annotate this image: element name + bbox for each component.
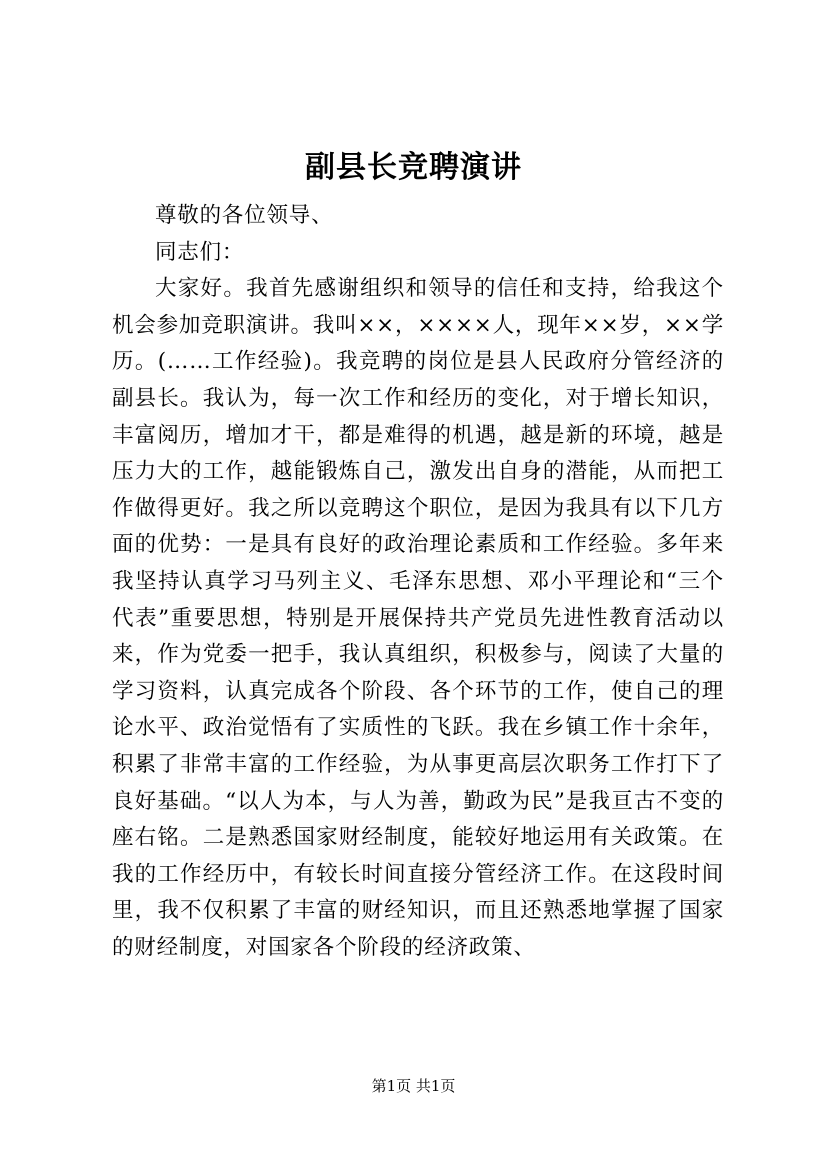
document-body [112, 198, 724, 966]
salutation-line-1: 尊敬的各位领导、 [155, 203, 334, 228]
document-title: 副县长竞聘演讲 [305, 150, 522, 185]
speech-paragraph: 大家好。我首先感谢组织和领导的信任和支持，给我这个机会参加竞职演讲。我叫××，××××人，现年××岁，××学历。(……工作经验)。我竞聘的岗位是县人民政府分管经济的副县长。我认为，每一次工作和经历的变化，对于增长知识，丰富阅历，增加才干，都是难得的机遇，越是新的环境，越是压力大的工作，越能锻炼自己，激发出自身的潜能，从而把工作做得更好。我之所以竞聘这个职位，是因为我具有以下几方面的优势：一是具有良好的政治理论素质和工作经验。多年来我坚持认真学习马列主义、毛泽东思想、邓小平理论和“三个代表”重要思想，特别是开展保持共产党员先进性教育活动以来，作为党委一把手，我认真组织，积极参与，阅读了大量的学习资料，认真完成各个阶段、各个环节的工作，使自己的理论水平、政治觉悟有了实质性的飞跃。我在乡镇工作十余年，积累了非常丰富的工作经验，为从事更高层次职务工作打下了良好基础。“以人为本，与人为善，勤政为民”是我亘古不变的座右铭。二是熟悉国家财经制度，能较好地运用有关政策。在我的工作经历中，有较长时间直接分管经济工作。在这段时间里，我不仅积累了丰富的财经知识，而且还熟悉地掌握了国家的财经制度，对国家各个阶段的经济政策、 [112, 276, 724, 960]
salutation-line-2: 同志们： [155, 239, 245, 265]
page-footer: 第1页 共1页 [371, 1077, 456, 1095]
